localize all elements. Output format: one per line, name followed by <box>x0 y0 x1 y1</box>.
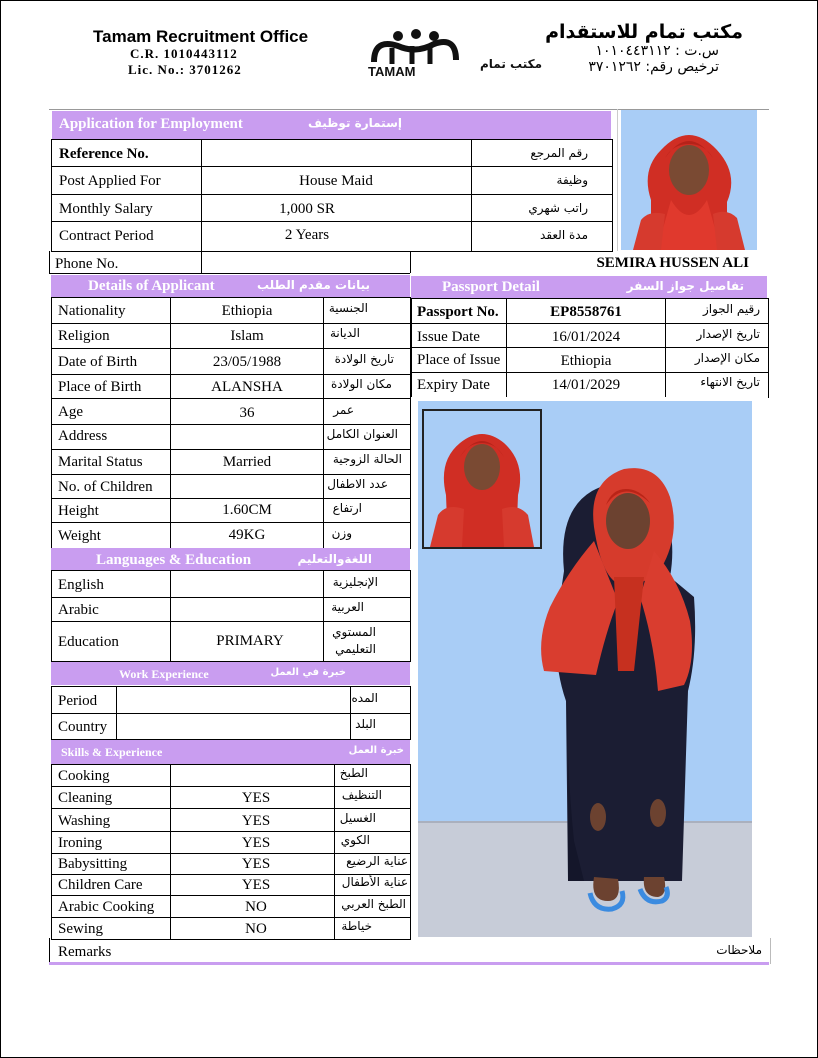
height-label: Height <box>58 503 99 519</box>
age-label-ar: عمر <box>333 403 354 417</box>
contract-value: 2 Years <box>284 227 330 243</box>
age-value: 36 <box>239 405 255 421</box>
weight-label: Weight <box>58 528 101 544</box>
education-label: Education <box>58 634 119 650</box>
post-label-ar: وظيفة <box>556 173 588 187</box>
license-number-en: Lic. No.: 3701262 <box>128 62 242 77</box>
skill-childcare-value: YES <box>241 877 271 893</box>
remarks-underline <box>49 962 769 965</box>
passport-no-value: EP8558761 <box>550 304 622 320</box>
period-label: Period <box>58 693 98 709</box>
skill-washing-value: YES <box>241 813 271 829</box>
remarks-label: Remarks <box>58 944 112 960</box>
pob-label-ar: مكان الولادة <box>330 377 392 391</box>
skill-arabic-cooking-label: Arabic Cooking <box>58 899 155 915</box>
company-logo <box>364 24 543 80</box>
application-title-ar: إستمارة توظيف <box>307 116 402 130</box>
skill-childcare-label-ar: عناية الأطفال <box>341 875 408 889</box>
skill-childcare-label: Children Care <box>58 877 143 893</box>
skill-babysitting-label: Babysitting <box>58 856 128 872</box>
languages-title-ar: اللغةوالتعليم <box>297 552 372 566</box>
skill-ironing-value: YES <box>241 835 271 851</box>
address-label: Address <box>58 428 108 444</box>
education-label-ar: المستوي التعليمي <box>332 625 376 656</box>
skill-washing-label-ar: الغسيل <box>339 811 376 825</box>
dob-label-ar: تاريخ الولادة <box>334 352 394 366</box>
skill-arabic-cooking-label-ar: الطبخ العربي <box>341 897 406 911</box>
expiry-date-value: 14/01/2029 <box>551 377 621 393</box>
skills-title-en: Skills & Experience <box>61 745 163 759</box>
arabic-label-ar: العربية <box>331 600 364 614</box>
skill-cooking-label: Cooking <box>58 768 110 784</box>
details-title-ar: بيانات مقدم الطلب <box>256 278 370 292</box>
pob-label: Place of Birth <box>58 379 142 395</box>
skill-arabic-cooking-value: NO <box>245 899 267 915</box>
period-label-ar: المده <box>351 691 378 705</box>
issue-place-value: Ethiopia <box>560 353 612 369</box>
reference-label-ar: رقم المرجع <box>530 146 588 160</box>
arabic-label: Arabic <box>58 602 99 618</box>
weight-value: 49KG <box>228 527 266 543</box>
passport-title-ar: تفاصيل جواز السفر <box>626 279 744 293</box>
skill-ironing-label: Ironing <box>58 835 103 851</box>
religion-label-ar: الديانة <box>329 326 360 340</box>
passport-no-label: Passport No. <box>417 304 499 320</box>
religion-value: Islam <box>230 328 264 344</box>
height-label-ar: ارتفاع <box>332 501 362 515</box>
work-title-en: Work Experience <box>119 667 209 681</box>
issue-place-label-ar: مكان الإصدار <box>694 351 760 365</box>
work-header <box>51 662 410 685</box>
applicant-photo-inset <box>422 409 542 549</box>
dob-label: Date of Birth <box>58 354 138 370</box>
skills-title-ar: خبرة العمل <box>348 745 404 756</box>
nationality-label: Nationality <box>58 303 126 319</box>
skill-cleaning-label: Cleaning <box>58 790 113 806</box>
skill-cleaning-value: YES <box>241 790 271 806</box>
issue-date-label-ar: تاريخ الإصدار <box>696 327 760 341</box>
company-name-ar: مكتب تمام للاستقدام <box>545 21 743 43</box>
religion-label: Religion <box>58 328 110 344</box>
skill-ironing-label-ar: الكوي <box>340 833 370 847</box>
skill-cooking-label-ar: الطبخ <box>339 766 368 780</box>
applicant-photo-small <box>621 110 757 250</box>
issue-date-label: Issue Date <box>417 329 480 345</box>
nationality-value: Ethiopia <box>221 303 273 319</box>
country-label-ar: البلد <box>355 717 376 731</box>
skill-sewing-value: NO <box>245 921 267 937</box>
marital-label-ar: الحالة الزوجية <box>332 452 402 466</box>
contract-label: Contract Period <box>59 228 154 244</box>
skill-babysitting-value: YES <box>241 856 271 872</box>
phone-label: Phone No. <box>55 256 119 272</box>
children-label: No. of Children <box>58 479 153 495</box>
application-title-en: Application for Employment <box>59 116 243 132</box>
skill-sewing-label-ar: خياطة <box>341 919 372 933</box>
weight-label-ar: وزن <box>331 526 352 540</box>
education-value: PRIMARY <box>216 633 284 649</box>
english-label: English <box>58 577 104 593</box>
address-label-ar: العنوان الكامل <box>326 427 398 441</box>
license-number-ar: ترخيص رقم: ٣٧٠١٢٦٢ <box>588 59 719 75</box>
children-label-ar: عدد الاطفال <box>327 477 388 491</box>
country-label: Country <box>58 719 108 735</box>
cr-number-ar: س.ت : ١٠١٠٤٤٣١١٢ <box>595 43 719 59</box>
skill-sewing-label: Sewing <box>58 921 103 937</box>
post-value: House Maid <box>299 173 373 189</box>
marital-label: Marital Status <box>58 454 143 470</box>
remarks-label-ar: ملاحظات <box>716 943 762 957</box>
logo-text-ar: مكتب تمام <box>480 57 543 71</box>
salary-label-ar: راتب شهري <box>528 201 588 215</box>
skill-washing-label: Washing <box>58 813 111 829</box>
age-label: Age <box>58 404 83 420</box>
skill-babysitting-label-ar: عناية الرضيع <box>346 854 408 868</box>
height-value: 1.60CM <box>222 502 272 518</box>
applicant-photo-full <box>418 401 752 937</box>
company-name-en: Tamam Recruitment Office <box>93 27 309 46</box>
expiry-date-label: Expiry Date <box>417 377 490 393</box>
reference-label: Reference No. <box>59 146 149 162</box>
issue-date-value: 16/01/2024 <box>551 329 621 345</box>
details-title-en: Details of Applicant <box>88 278 215 294</box>
salary-label: Monthly Salary <box>59 201 153 217</box>
cr-number-en: C.R. 1010443112 <box>130 46 238 61</box>
english-label-ar: الإنجليزية <box>332 575 378 589</box>
applicant-name: SEMIRA HUSSEN ALI <box>596 255 749 271</box>
marital-value: Married <box>222 454 272 470</box>
work-title-ar: خبرة في العمل <box>270 667 346 678</box>
expiry-date-label-ar: تاريخ الانتهاء <box>700 375 760 389</box>
nationality-label-ar: الجنسية <box>328 301 368 315</box>
passport-title-en: Passport Detail <box>442 279 540 295</box>
passport-no-label-ar: رقيم الجواز <box>702 302 760 316</box>
dob-value: 23/05/1988 <box>212 354 282 370</box>
salary-value: 1,000 SR <box>279 201 335 217</box>
post-label: Post Applied For <box>59 173 161 189</box>
pob-value: ALANSHA <box>211 379 283 395</box>
languages-title-en: Languages & Education <box>96 552 252 568</box>
issue-place-label: Place of Issue <box>417 352 501 368</box>
logo-text-en: TAMAM <box>368 64 416 79</box>
contract-label-ar: مدة العقد <box>540 228 588 242</box>
skill-cleaning-label-ar: التنظيف <box>341 788 382 802</box>
